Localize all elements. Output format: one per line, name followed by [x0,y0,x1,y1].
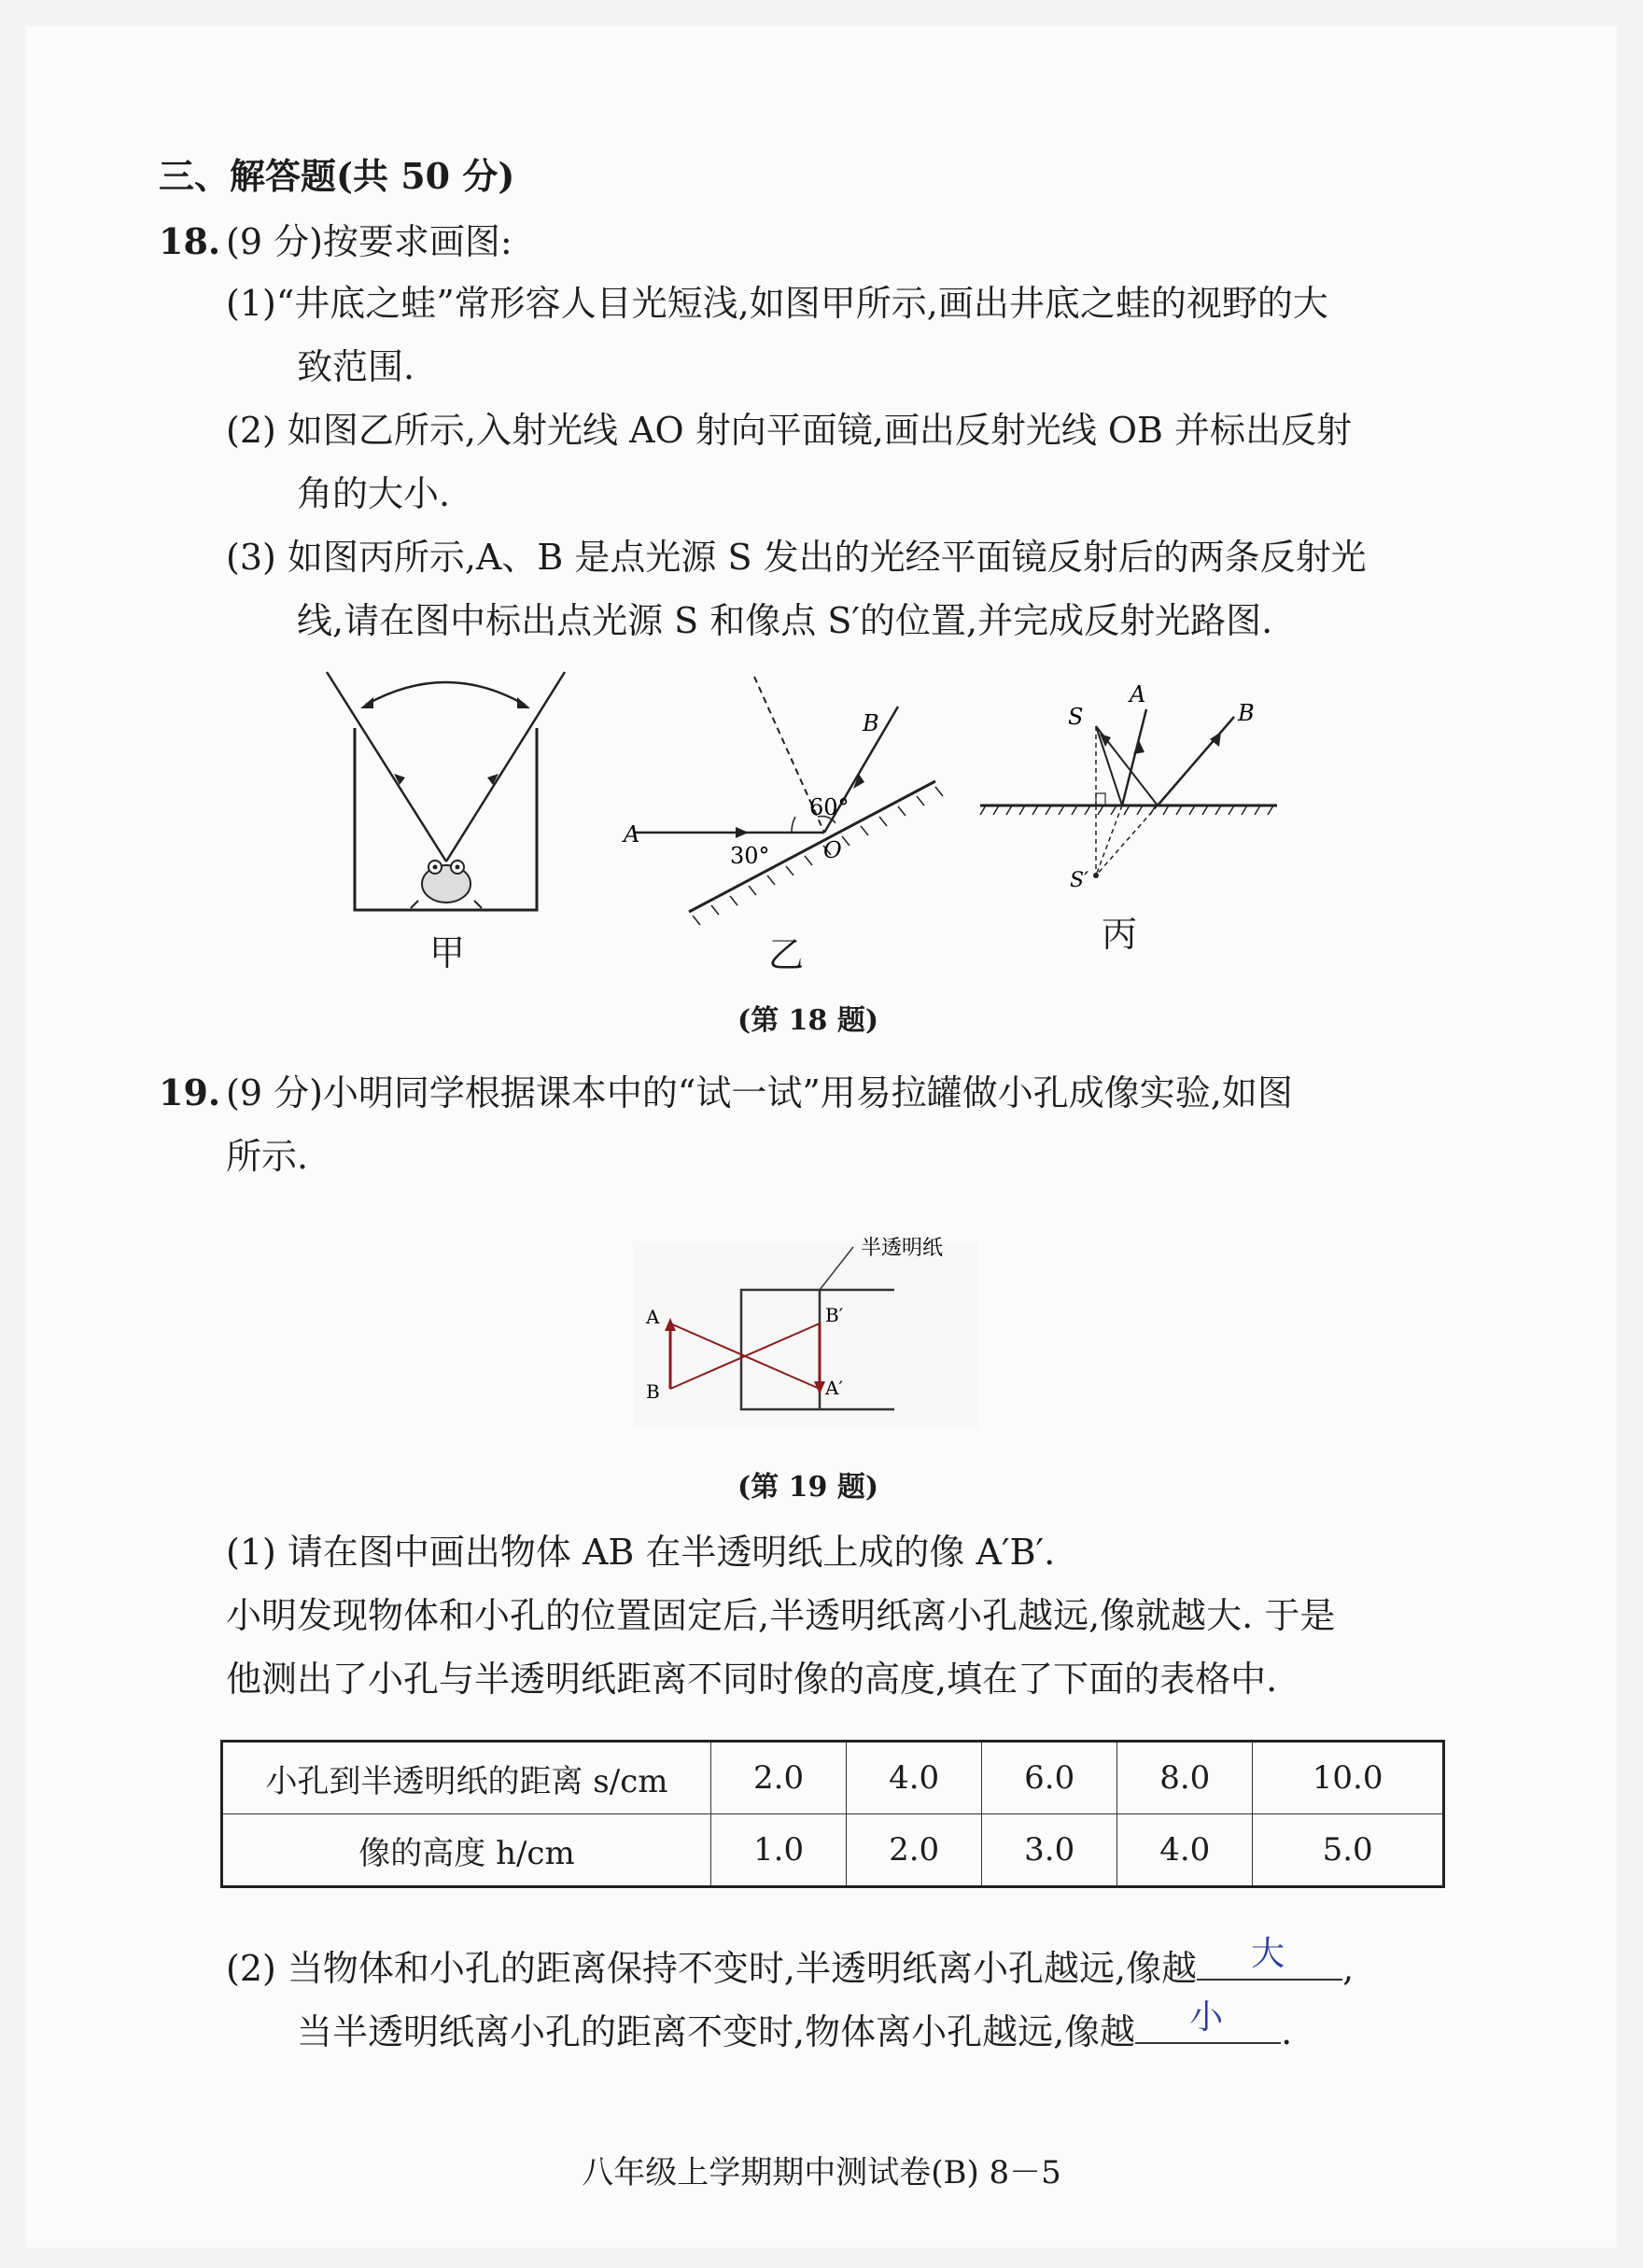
bing-point-s-prime: S′ [1070,869,1089,892]
q18-number: 18. [159,220,221,262]
table-cell: 6.0 [982,1742,1117,1814]
answer-1: 大 [1251,1935,1285,1973]
q19-para-line1: 小明发现物体和小孔的位置固定后,半透明纸离小孔越远,像就越大. 于是 [226,1595,1336,1636]
figure-bing-label: 丙 [1102,914,1138,955]
table-cell: 2.0 [711,1742,847,1814]
figure-jia-well [308,667,588,947]
pinhole-paper-label: 半透明纸 [861,1237,944,1260]
q19-caption: (第 19 题) [737,1471,879,1504]
table-row [222,1742,1444,1814]
q19-number: 19. [159,1071,221,1113]
q19-para-line2: 他测出了小孔与半透明纸距离不同时像的高度,填在了下面的表格中. [226,1659,1278,1700]
q19-part2-line2 [297,1998,1293,2052]
table-cell: 4.0 [1117,1814,1253,1887]
answer-2: 小 [1189,1998,1224,2037]
q19-stem-line2: 所示. [226,1136,309,1177]
table-cell: 1.0 [711,1814,847,1887]
q19-part2-comma: , [1342,1948,1355,1989]
figure-pinhole-camera [633,1237,978,1428]
figure-yi-label: 乙 [768,934,805,975]
q19-part2-line1-text: (2) 当物体和小孔的距离保持不变时,半透明纸离小孔越远,像越 [226,1948,1198,1989]
pinhole-point-b: B [646,1380,660,1403]
page-footer: 八年级上学期期中测试卷(B) 8－5 [582,2154,1061,2191]
figure-jia-label: 甲 [429,932,466,973]
section-title: 三、解答题(共 50 分) [159,155,515,197]
q18-part3-line2: 线,请在图中标出点光源 S 和像点 S′的位置,并完成反射光路图. [297,600,1273,641]
q19-part1: (1) 请在图中画出物体 AB 在半透明纸上成的像 A′B′. [226,1532,1056,1573]
q18-part1-line2: 致范围. [297,346,415,387]
table-header-height: 像的高度 h/cm [222,1814,711,1887]
pinhole-point-a-prime: A′ [825,1377,843,1399]
yi-point-a: A [624,821,640,847]
q19-part2-period: . [1281,2011,1293,2052]
frog-icon [411,861,482,908]
pinhole-point-a: A [646,1306,660,1328]
figure-bing-mirror [980,681,1298,903]
answer-blank-1[interactable] [1197,1935,1342,1981]
table-cell: 3.0 [982,1814,1117,1887]
yi-angle-reflect: 60° [809,794,850,820]
q18-part1-line1: (1)“井底之蛙”常形容人目光短浅,如图甲所示,画出井底之蛙的视野的大 [226,283,1328,324]
table-cell: 4.0 [847,1742,982,1814]
yi-angle-incident: 30° [730,843,770,869]
figure-yi-mirror [607,677,943,919]
answer-blank-2[interactable] [1135,1998,1281,2044]
table-row [222,1814,1444,1887]
table-cell: 5.0 [1253,1814,1444,1887]
q18-part2-line1: (2) 如图乙所示,入射光线 AO 射向平面镜,画出反射光线 OB 并标出反射 [226,410,1353,451]
table-header-distance: 小孔到半透明纸的距离 s/cm [222,1742,711,1814]
q19-stem-line1: (9 分)小明同学根据课本中的“试一试”用易拉罐做小孔成像实验,如图 [226,1072,1293,1113]
table-cell: 2.0 [847,1814,982,1887]
q19-part2-line2-text: 当半透明纸离小孔的距离不变时,物体离小孔越远,像越 [297,2011,1136,2052]
table-cell: 8.0 [1117,1742,1253,1814]
yi-point-b: B [863,710,879,736]
q18-stem: (9 分)按要求画图: [226,221,513,262]
bing-point-b: B [1238,700,1255,726]
q19-part2-line1 [226,1935,1355,1989]
q18-caption: (第 18 题) [737,1004,879,1037]
bing-point-s: S [1068,704,1084,730]
yi-point-o: O [823,837,842,863]
pinhole-point-b-prime: B′ [825,1304,844,1326]
bing-point-a: A [1130,681,1146,707]
table-cell: 10.0 [1253,1742,1444,1814]
data-table [220,1740,1445,1888]
q18-part2-line2: 角的大小. [297,473,451,514]
q18-part3-line1: (3) 如图丙所示,A、B 是点光源 S 发出的光经平面镜反射后的两条反射光 [226,537,1367,578]
